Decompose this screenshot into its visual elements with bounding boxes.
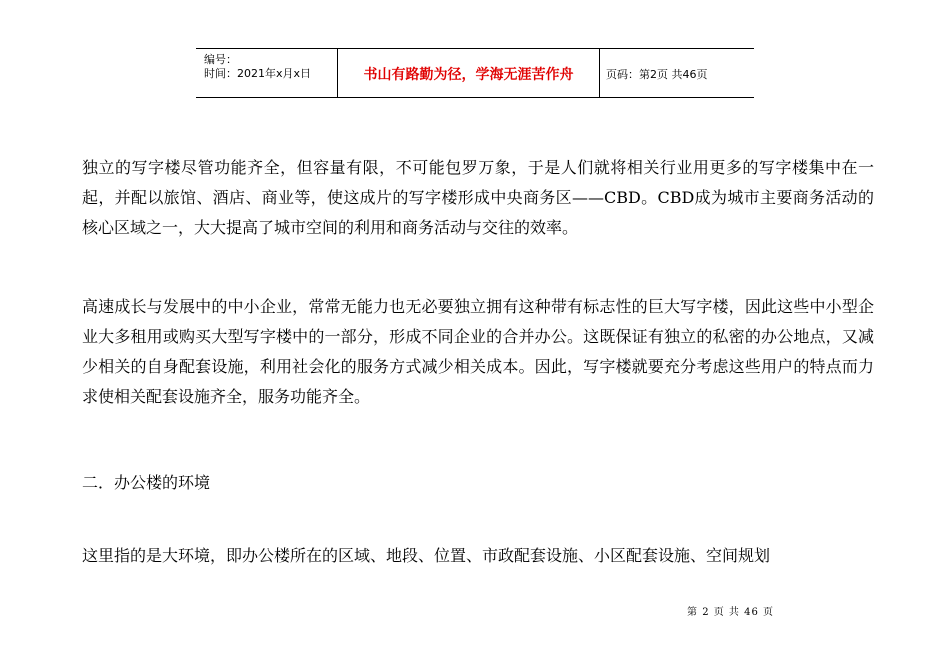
body-paragraph-3: 这里指的是大环境，即办公楼所在的区域、地段、位置、市政配套设施、小区配套设施、空间规划 [82, 546, 771, 565]
section-heading: 二．办公楼的环境 [82, 473, 211, 492]
page-footer-indicator: 第 2 页 共 46 页 [687, 607, 774, 618]
header-page-code: 页码：第2页 共46页 [606, 68, 708, 81]
body-paragraph-1: 独立的写字楼尽管功能齐全，但容量有限，不可能包罗万象，于是人们就将相关行业用更多的写字楼集中在一起，并配以旅馆、酒店、商业等，使这成片的写字楼形成中央商务区——CBD。CBD成为城市主要商务活动的核心区域之一，大大提高了城市空间的利用和商务活动与交往的效率。 [82, 158, 874, 237]
body-paragraph-2: 高速成长与发展中的中小企业，常常无能力也无必要独立拥有这种带有标志性的巨大写字楼，因此这些中小型企业大多租用或购买大型写字楼中的一部分，形成不同企业的合并办公。这既保证有独立的私密的办公地点，又减少相关的自身配套设施，利用社会化的服务方式减少相关成本。因此，写字楼就要充分考虑这些用户的特点而力求使相关配套设施齐全，服务功能齐全。 [82, 297, 874, 406]
document-date-label: 时间：2021年x月x日 [204, 67, 312, 80]
header-motto: 书山有路勤为径，学海无涯苦作舟 [338, 49, 600, 97]
header-meta-cell [196, 49, 338, 97]
document-number-label: 编号： [204, 53, 237, 66]
document-header [196, 48, 754, 98]
